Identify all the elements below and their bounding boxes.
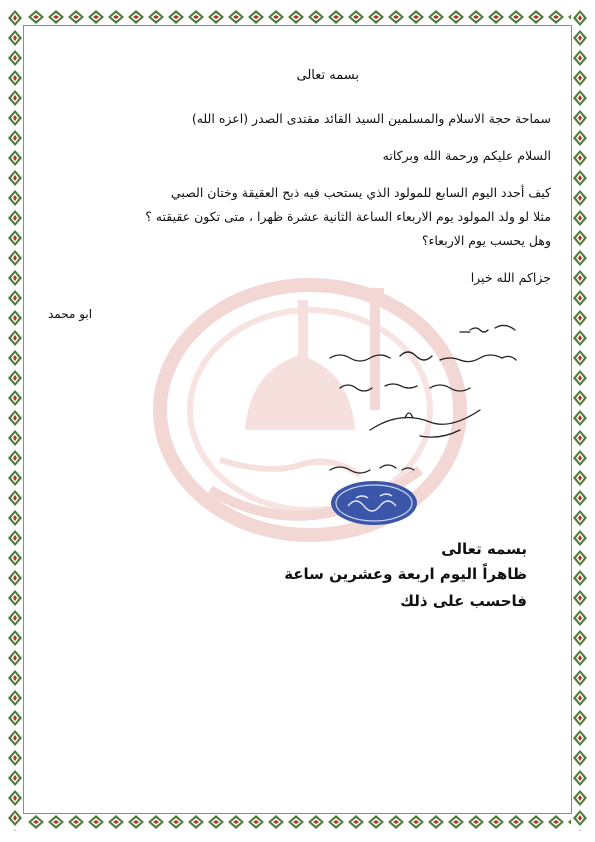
question-line: مثلا لو ولد المولود يوم الاربعاء الساعة الثانية عشرة ظهرا ، متى تكون عقيقته ؟	[145, 209, 551, 224]
letter-sender: ابو محمد	[48, 307, 93, 321]
question-line: كيف أحدد اليوم السابع للمولود الذي يستحب فيه ذبح العقيقة وختان الصبي	[171, 185, 551, 200]
decorative-border-right	[571, 8, 589, 831]
letter-thanks: جزاكم الله خيرا	[470, 270, 551, 285]
letter-greeting: السلام عليكم ورحمة الله وبركاته	[382, 148, 551, 163]
question-line: وهل يحسب يوم الاربعاء؟	[421, 233, 551, 248]
answer-line: بسمه تعالى	[441, 540, 527, 558]
letter-heading: بسمه تعالى	[296, 68, 359, 83]
decorative-border-left	[6, 8, 24, 831]
decorative-border-top	[6, 8, 589, 26]
decorative-border-bottom	[6, 813, 589, 831]
seal-stamp-icon	[328, 478, 420, 528]
letter-address: سماحة حجة الاسلام والمسلمين السيد القائد مقتدى الصدر (اعزه الله)	[191, 111, 551, 126]
answer-line: فاحسب على ذلك	[400, 592, 527, 610]
answer-line: ظاهراً اليوم اربعة وعشرين ساعة	[284, 565, 527, 583]
